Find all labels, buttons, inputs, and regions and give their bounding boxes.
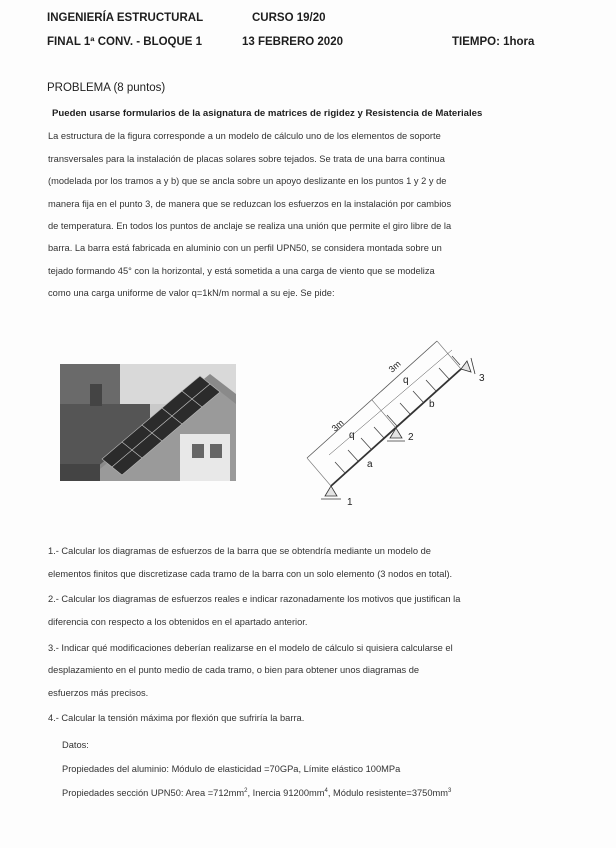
statement-line: transversales para la instalación de placas solares sobre tejados. Se trata de una barra continua <box>48 154 445 164</box>
solar-roof-photo <box>60 364 236 481</box>
section-modulus: , Módulo resistente=3750mm <box>327 788 449 798</box>
node-2-label: 2 <box>408 432 414 443</box>
node-1-label: 1 <box>347 497 353 508</box>
statement-line: (modelada por los tramos a y b) que se ancla sobre un apoyo deslizante en los puntos 1 y 2 y de <box>48 176 447 186</box>
statement-line: tejado formando 45° con la horizontal, y está sometida a una carga de viento que se modeliza <box>48 266 435 276</box>
dimension-line <box>307 341 437 458</box>
question-3: 3.- Indicar qué modificaciones deberían realizarse en el modelo de cálculo si quisiera calcularse el <box>48 643 453 653</box>
section-properties <box>62 788 451 798</box>
question-3-cont: desplazamiento en el punto medio de cada tramo, o bien para obtener unos diagramas de <box>48 665 420 675</box>
segment-b-label: b <box>429 399 435 410</box>
exam-name: FINAL 1ª CONV. - BLOQUE 1 <box>47 36 203 48</box>
question-1: 1.- Calcular los diagramas de esfuerzos de la barra que se obtendría mediante un modelo de <box>48 546 431 556</box>
load-a-label: q <box>349 430 355 441</box>
length-a-label: 3m <box>329 417 346 434</box>
question-1-cont: elementos finitos que discretizase cada tramo de la barra con un solo elemento (3 nodos en total). <box>48 569 453 579</box>
support-node-2 <box>387 428 405 441</box>
load-b-label: q <box>403 375 409 386</box>
question-2-cont: diferencia con respecto a los obtenidos en el apartado anterior. <box>48 617 308 627</box>
node-3-label: 3 <box>479 373 485 384</box>
statement-line: manera fija en el punto 3, de manera que se reduzcan los esfuerzos en la instalación por cambios <box>48 199 452 209</box>
statement-line: La estructura de la figura corresponde a un modelo de cálculo uno de los elementos de soporte <box>48 131 441 141</box>
question-3-cont: esfuerzos más precisos. <box>48 688 149 698</box>
section-inertia: , Inercia 91200mm <box>247 788 325 798</box>
statement-line: de temperatura. En todos los puntos de anclaje se realiza una unión que permite el giro libre de la <box>48 221 452 231</box>
exam-date: 13 FEBRERO 2020 <box>242 36 343 48</box>
question-2: 2.- Calcular los diagramas de esfuerzos reales e indicar razonadamente los motivos que justifican la <box>48 594 461 604</box>
problem-note: Pueden usarse formularios de la asignatura de matrices de rigidez y Resistencia de Materiales <box>52 108 483 119</box>
course-year: CURSO 19/20 <box>252 12 326 24</box>
exp-inertia: 4 <box>324 787 328 794</box>
segment-a-label: a <box>367 459 373 470</box>
support-node-1 <box>321 486 341 499</box>
material-properties: Propiedades del aluminio: Módulo de elasticidad =70GPa, Límite elástico 100MPa <box>62 764 401 774</box>
length-b-label: 3m <box>386 358 403 375</box>
problem-title: PROBLEMA (8 puntos) <box>47 82 166 94</box>
exp-modulus: 3 <box>448 787 452 794</box>
section-area: Propiedades sección UPN50: Area =712mm <box>62 788 245 798</box>
exam-time: TIEMPO: 1hora <box>452 36 535 48</box>
statement-line: barra. La barra está fabricada en aluminio con un perfil UPN50, se considera montada sobre un <box>48 243 442 253</box>
support-node-3 <box>461 358 475 374</box>
course-name: INGENIERÍA ESTRUCTURAL <box>47 12 204 24</box>
statement-line: como una carga uniforme de valor q=1kN/m normal a su eje. Se pide: <box>48 288 335 298</box>
data-label: Datos: <box>62 740 89 750</box>
question-4: 4.- Calcular la tensión máxima por flexión que sufriría la barra. <box>48 713 305 723</box>
structure-diagram <box>295 330 510 515</box>
exp-area: 2 <box>244 787 248 794</box>
